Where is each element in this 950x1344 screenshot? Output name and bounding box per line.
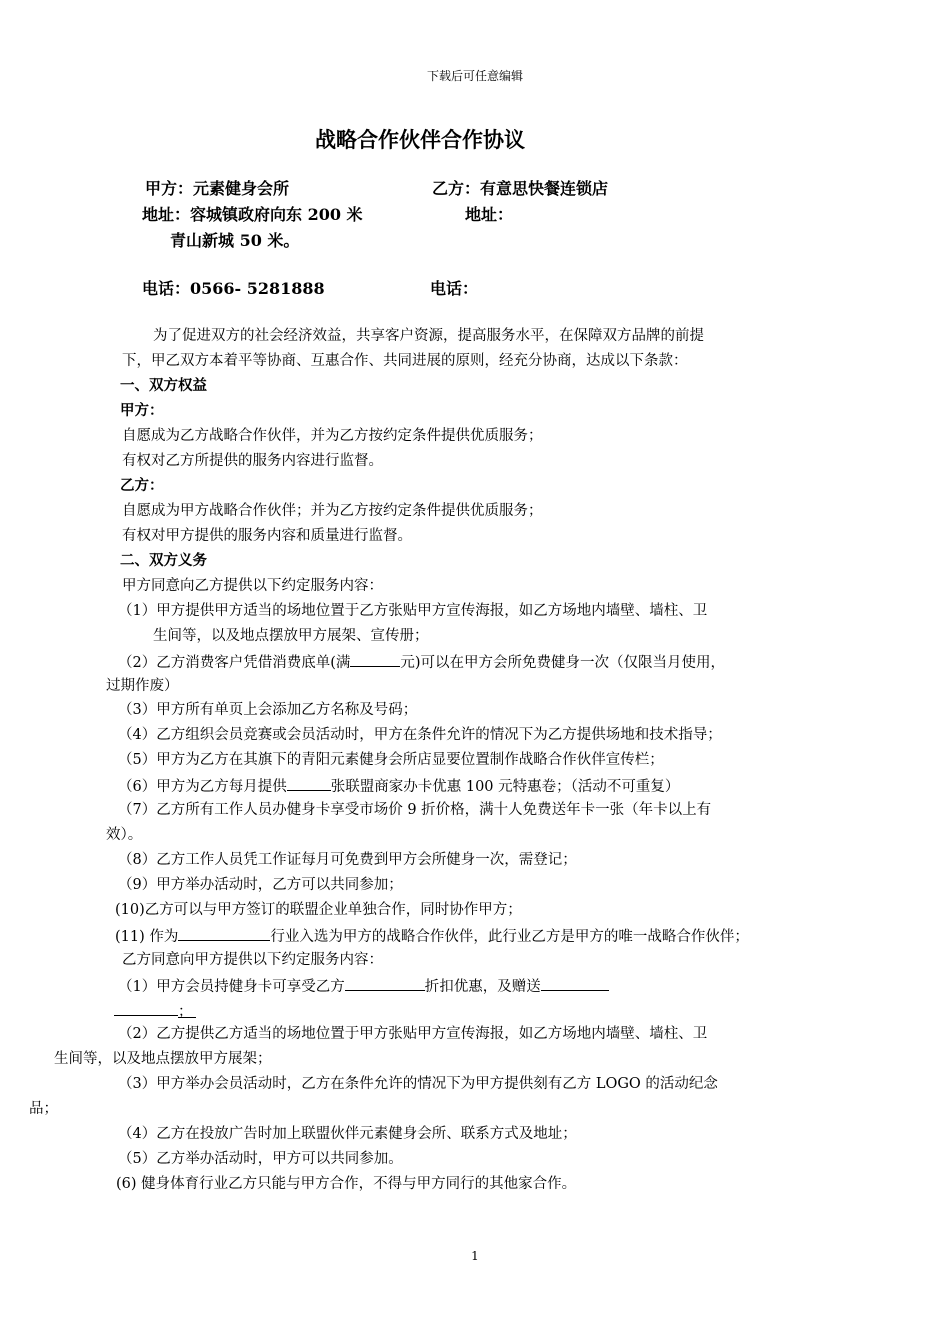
- blank-gift-cont: [114, 1000, 178, 1016]
- party-b-duty-1-pre: （1）甲方会员持健身卡可享受乙方: [118, 979, 345, 995]
- party-b-duty-4: （4）乙方在投放广告时加上联盟伙伴元素健身会所、联系方式及地址；: [118, 1126, 577, 1142]
- party-a-duty-2-pre: （2）乙方消费客户凭借消费底单(满: [118, 655, 351, 671]
- party-b-duty-5: （5）乙方举办活动时，甲方可以共同参加。: [118, 1151, 403, 1167]
- section-1-party-a-label: 甲方：: [120, 402, 164, 419]
- section-1-party-b-item-2: 有权对甲方提供的服务内容和质量进行监督。: [122, 528, 412, 544]
- intro-line-1: 为了促进双方的社会经济效益，共享客户资源，提高服务水平，在保障双方品牌的前提: [153, 328, 704, 344]
- party-a-duty-5: （5）甲方为乙方在其旗下的青阳元素健身会所店显要位置制作战略合作伙伴宣传栏；: [118, 752, 664, 768]
- section-1-party-a-item-2: 有权对乙方所提供的服务内容进行监督。: [122, 453, 383, 469]
- party-b-name: 乙方：有意思快餐连锁店: [432, 179, 609, 198]
- party-a-duty-6: [118, 775, 679, 797]
- blank-industry: [178, 925, 270, 941]
- party-a-phone: 电话：0566- 5281888: [142, 279, 325, 298]
- section-2-party-a-intro: 甲方同意向乙方提供以下约定服务内容：: [122, 578, 383, 594]
- party-b-duty-3: （3）甲方举办会员活动时，乙方在条件允许的情况下为甲方提供刻有乙方 LOGO 的活动纪念: [118, 1076, 718, 1092]
- section-1-title: 一、双方权益: [120, 377, 207, 394]
- party-a-duty-10: (10)乙方可以与甲方签订的联盟企业单独合作，同时协作甲方；: [115, 902, 522, 918]
- party-b-duty-3-cont: 品；: [29, 1101, 58, 1117]
- party-a-duty-7-cont: 效）。: [106, 827, 143, 843]
- section-2-party-b-intro: 乙方同意向甲方提供以下约定服务内容：: [122, 952, 383, 968]
- party-b-duty-1-end: ；: [178, 1002, 196, 1018]
- party-a-address-cont: 青山新城 50 米。: [170, 231, 300, 250]
- section-1-party-a-item-1: 自愿成为乙方战略合作伙伴，并为乙方按约定条件提供优质服务；: [122, 428, 543, 444]
- party-a-duty-1-cont: 生间等，以及地点摆放甲方展架、宣传册；: [153, 628, 429, 644]
- section-1-party-b-item-1: 自愿成为甲方战略合作伙伴；并为乙方按约定条件提供优质服务；: [122, 503, 543, 519]
- party-a-duty-6-pre: （6）甲方为乙方每月提供: [118, 779, 287, 795]
- party-a-duty-7: （7）乙方所有工作人员办健身卡享受市场价 9 折价格，满十人免费送年卡一张（年卡以上有: [118, 802, 712, 818]
- blank-card-count: [287, 775, 331, 791]
- page-number: 1: [471, 1249, 479, 1263]
- section-1-party-b-label: 乙方：: [120, 477, 164, 494]
- party-a-duty-1: （1）甲方提供甲方适当的场地位置于乙方张贴甲方宣传海报，如乙方场地内墙壁、墙柱、卫: [118, 603, 708, 619]
- party-a-duty-2: [118, 651, 725, 673]
- party-a-duty-2-post: 元)可以在甲方会所免费健身一次（仅限当月使用，: [400, 655, 726, 671]
- party-a-duty-9: （9）甲方举办活动时，乙方可以共同参加；: [118, 877, 403, 893]
- header-note: 下载后可任意编辑: [426, 69, 523, 83]
- intro-line-2: 下，甲乙双方本着平等协商、互惠合作、共同进展的原则，经充分协商，达成以下条款：: [122, 353, 688, 369]
- party-a-duty-4: （4）乙方组织会员竞赛或会员活动时，甲方在条件允许的情况下为乙方提供场地和技术指导；: [118, 727, 722, 743]
- party-a-name: 甲方：元素健身会所: [145, 179, 290, 198]
- party-a-duty-3: （3）甲方所有单页上会添加乙方名称及号码；: [118, 702, 418, 718]
- section-2-title: 二、双方义务: [120, 552, 207, 569]
- party-a-duty-11-post: 行业入选为甲方的战略合作伙伴，此行业乙方是甲方的唯一战略合作伙伴；: [270, 929, 749, 945]
- party-a-duty-2-cont: 过期作废）: [106, 678, 179, 694]
- blank-discount: [345, 975, 425, 991]
- party-b-duty-1-cont: [114, 1000, 196, 1022]
- party-b-duty-1: [118, 975, 609, 997]
- party-b-phone: 电话：: [430, 279, 479, 298]
- party-b-duty-2: （2）乙方提供乙方适当的场地位置于甲方张贴甲方宣传海报，如乙方场地内墙壁、墙柱、卫: [118, 1026, 708, 1042]
- party-a-duty-11-pre: (11) 作为: [115, 929, 179, 945]
- party-b-duty-6: (6) 健身体育行业乙方只能与甲方合作，不得与甲方同行的其他家合作。: [116, 1176, 577, 1192]
- blank-min-spend: [350, 651, 400, 667]
- party-b-duty-2-cont: 生间等，以及地点摆放甲方展架；: [54, 1051, 272, 1067]
- party-b-address: 地址：: [465, 205, 514, 224]
- blank-gift: [541, 975, 609, 991]
- party-b-duty-1-mid: 折扣优惠，及赠送: [424, 979, 541, 995]
- party-a-duty-11: [115, 925, 749, 947]
- document-title: 战略合作伙伴合作协议: [315, 127, 525, 152]
- party-a-address: 地址：容城镇政府向东 200 米: [142, 205, 363, 224]
- party-a-duty-8: （8）乙方工作人员凭工作证每月可免费到甲方会所健身一次，需登记；: [118, 852, 577, 868]
- party-a-duty-6-post: 张联盟商家办卡优惠 100 元特惠卷；（活动不可重复）: [330, 779, 680, 795]
